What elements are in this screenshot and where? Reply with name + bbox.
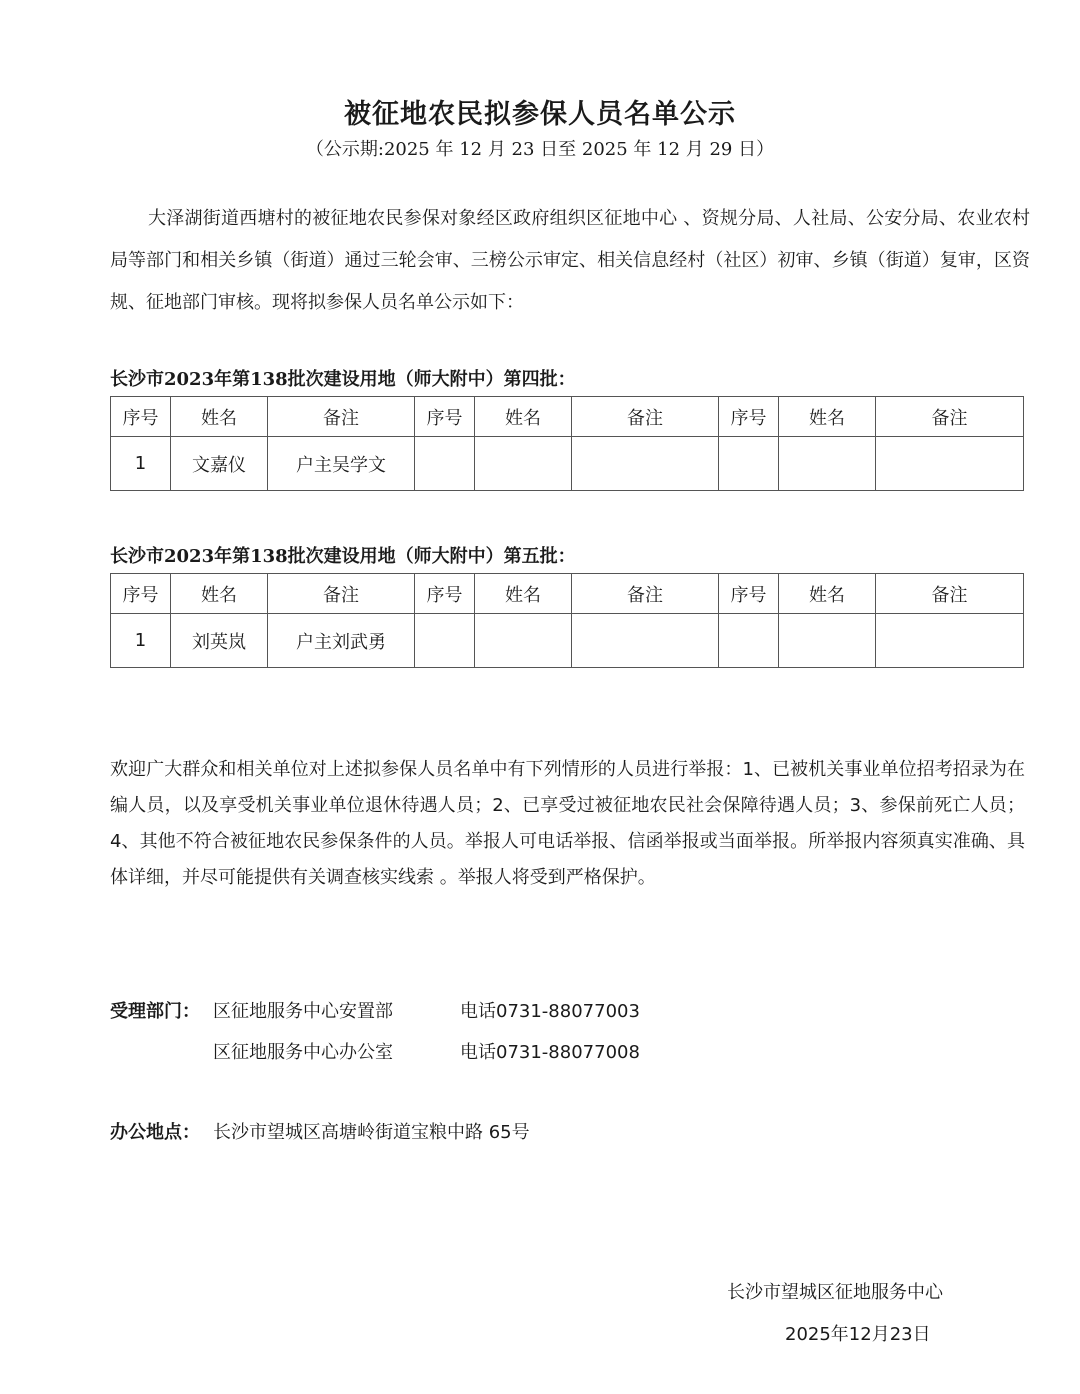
header-seq: 序号 [719, 397, 779, 437]
header-note: 备注 [268, 574, 415, 614]
page-title: 被征地农民拟参保人员名单公示 [344, 99, 736, 130]
header-note: 备注 [876, 397, 1024, 437]
cell-empty [779, 437, 876, 491]
header-seq: 序号 [415, 574, 475, 614]
header-name: 姓名 [779, 397, 876, 437]
table-header-row [111, 397, 1024, 437]
header-note: 备注 [572, 397, 719, 437]
office-address: 长沙市望城区高塘岭街道宝粮中路 65号 [213, 1122, 530, 1143]
cell-empty [415, 614, 475, 668]
header-note: 备注 [876, 574, 1024, 614]
cell-name: 刘英岚 [171, 614, 268, 668]
roster-table-batch-4 [110, 396, 1024, 491]
cell-empty [779, 614, 876, 668]
contacts-label: 受理部门： [110, 1001, 200, 1022]
cell-empty [572, 437, 719, 491]
contact-dept: 区征地服务中心安置部 [213, 1001, 393, 1022]
contact-phone: 电话0731-88077003 [460, 1001, 640, 1022]
intro-paragraph: 大泽湖街道西塘村的被征地农民参保对象经区政府组织区征地中心 、资规分局、人社局、公安分局、农业农村局等部门和相关乡镇（街道）通过三轮会审、三榜公示审定、相关信息经村（社区）初审、乡镇（街道）复审，区资规、征地部门审核。现将拟参保人员名单公示如下： [110, 208, 1030, 313]
cell-empty [876, 437, 1024, 491]
cell-empty [475, 614, 572, 668]
contact-dept: 区征地服务中心办公室 [213, 1042, 393, 1063]
publicity-period: （公示期:2025 年 12 月 23 日至 2025 年 12 月 29 日） [305, 139, 775, 160]
cell-empty [572, 614, 719, 668]
header-seq: 序号 [111, 397, 171, 437]
header-seq: 序号 [719, 574, 779, 614]
header-name: 姓名 [171, 397, 268, 437]
office-label: 办公地点： [110, 1122, 200, 1143]
cell-seq: 1 [111, 614, 171, 668]
header-note: 备注 [572, 574, 719, 614]
roster-table-batch-5 [110, 573, 1024, 668]
header-seq: 序号 [415, 397, 475, 437]
contact-phone: 电话0731-88077008 [460, 1042, 640, 1063]
table-header-row [111, 574, 1024, 614]
cell-name: 文嘉仪 [171, 437, 268, 491]
signature-org: 长沙市望城区征地服务中心 [727, 1282, 943, 1303]
batch-title-4: 长沙市2023年第138批次建设用地（师大附中）第四批： [110, 369, 576, 390]
cell-empty [719, 437, 779, 491]
cell-note: 户主刘武勇 [268, 614, 415, 668]
table-row [111, 614, 1024, 668]
batch-title-5: 长沙市2023年第138批次建设用地（师大附中）第五批： [110, 546, 576, 567]
report-paragraph: 欢迎广大群众和相关单位对上述拟参保人员名单中有下列情形的人员进行举报：1、已被机关事业单位招考招录为在编人员，以及享受机关事业单位退休待遇人员；2、已享受过被征地农民社会保障待遇人员；3、参保前死亡人员；4、其他不符合被征地农民参保条件的人员。举报人可电话举报、信函举报或当面举报。所举报内容须真实准确、具体详细，并尽可能提供有关调查核实线索 。举报人将受到严格保护。 [110, 759, 1025, 888]
cell-empty [876, 614, 1024, 668]
header-note: 备注 [268, 397, 415, 437]
cell-empty [415, 437, 475, 491]
cell-empty [475, 437, 572, 491]
header-name: 姓名 [475, 397, 572, 437]
header-name: 姓名 [171, 574, 268, 614]
signature-date: 2025年12月23日 [785, 1324, 931, 1345]
header-seq: 序号 [111, 574, 171, 614]
cell-empty [719, 614, 779, 668]
cell-note: 户主吴学文 [268, 437, 415, 491]
table-row [111, 437, 1024, 491]
cell-seq: 1 [111, 437, 171, 491]
header-name: 姓名 [779, 574, 876, 614]
header-name: 姓名 [475, 574, 572, 614]
